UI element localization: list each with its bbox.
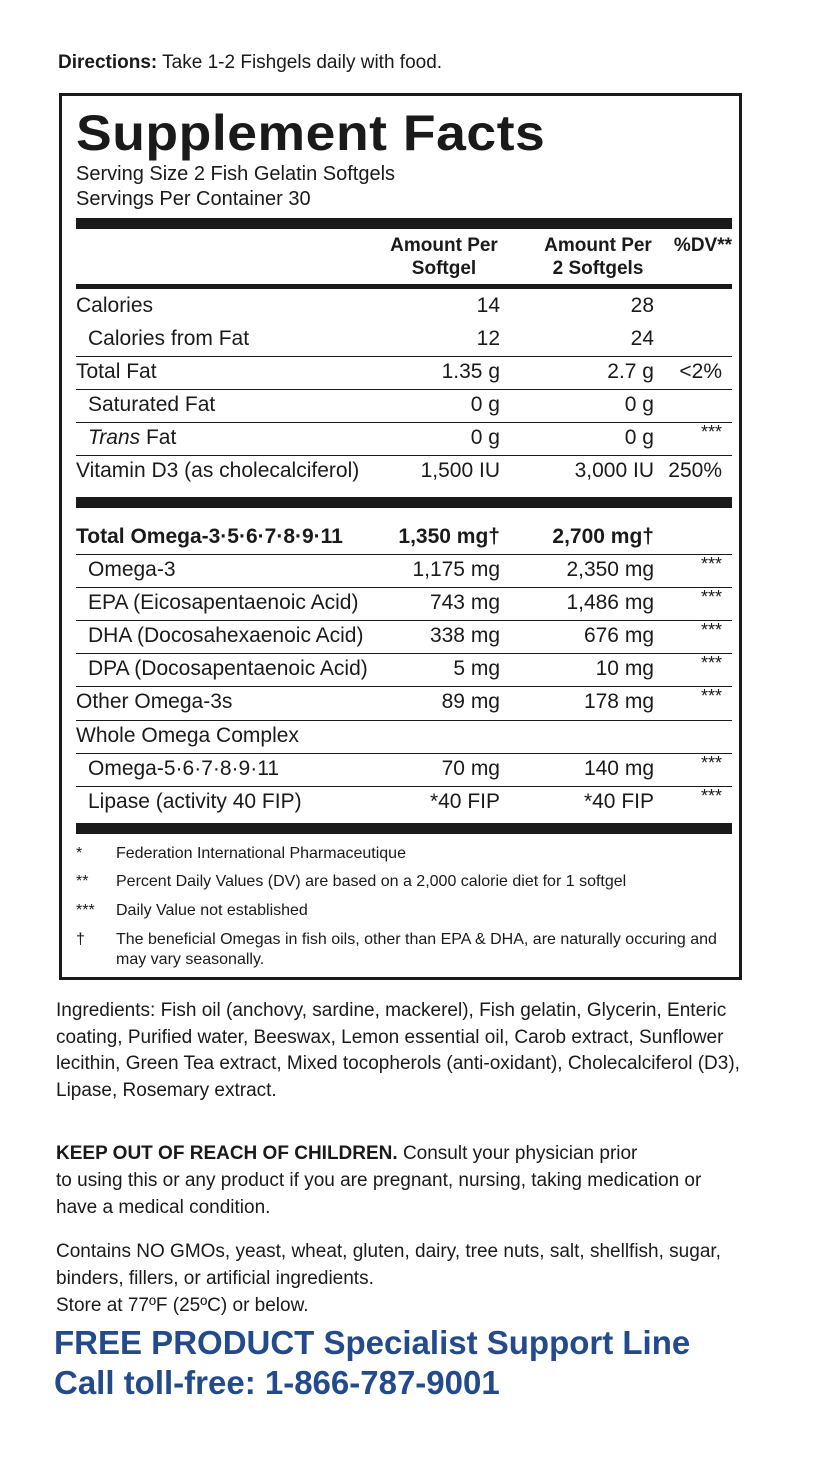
nutrient-row-calories-from-fat [76,323,732,356]
daily-value: *** [700,786,722,806]
nutrient-row-other-omega-3s [76,686,732,719]
serving-size: Serving Size 2 Fish Gelatin Softgels [76,163,396,185]
nutrient-row-epa [76,587,732,620]
amount-per-2-softgels: 2,700 mg† [552,525,654,548]
footnote-text: The beneficial Omegas in fish oils, other than EPA & DHA, are naturally occuring and may vary seasonally. [116,931,717,968]
nutrient-row-whole-omega-complex [76,720,732,753]
nutrient-row-omega-3 [76,554,732,587]
nutrient-name: Vitamin D3 (as cholecalciferol) [76,459,360,482]
divider-mid [76,284,732,289]
nutrient-name: Calories from Fat [88,327,250,350]
column-header-line: 2 Softgels [552,258,644,279]
amount-per-2-softgels: *40 FIP [583,790,654,813]
nutrient-name-italic: Trans [88,426,141,449]
daily-value: <2% [679,360,722,383]
nutrient-row-total-omega [76,521,732,554]
nutrient-name: Other Omega-3s [76,690,233,713]
daily-value: *** [700,753,722,773]
amount-per-2-softgels: 2.7 g [607,360,654,383]
serving-info [76,162,395,212]
nutrient-row-omega-5-11 [76,753,732,786]
amount-per-softgel: 70 mg [441,757,500,780]
nutrient-row-lipase [76,786,732,819]
nutrient-name: DPA (Docosapentaenoic Acid) [88,657,368,680]
footnote-symbol: † [76,931,85,948]
support-line [54,1323,690,1403]
support-phone: Call toll-free: 1-866-787-9001 [54,1364,500,1401]
amount-per-2-softgels: 2,350 mg [566,558,654,581]
amount-per-softgel: 14 [476,294,500,317]
daily-value: *** [700,686,722,706]
column-header-line: Amount Per [390,235,498,256]
nutrient-name: Total Fat [76,360,157,383]
column-header-line: Softgel [411,258,477,279]
contains-statement [56,1238,776,1319]
amount-per-softgel: 0 g [470,426,500,449]
nutrient-row-dpa [76,653,732,686]
daily-value: *** [700,620,722,640]
column-header-dv: %DV** [673,235,732,256]
amount-per-softgel: 5 mg [453,657,500,680]
support-title: FREE PRODUCT Specialist Support Line [54,1324,691,1361]
nutrient-row-vitamin-d3 [76,455,732,488]
nutrient-name: Whole Omega Complex [76,724,299,747]
directions [58,52,442,74]
amount-per-softgel: 89 mg [441,690,500,713]
nutrient-name: Calories [76,294,154,317]
amount-per-2-softgels: 1,486 mg [566,591,654,614]
ingredients: Ingredients: Fish oil (anchovy, sardine, mackerel), Fish gelatin, Glycerin, Enteric coating, Purified water, Beeswax, Lemon essential oil, Carob extract, Sunflower lecithin, Green Tea extract, Mixed tocopherols (anti-oxidant), Cholecalciferol (D3), Lipase, Rosemary extract. [56,1000,740,1101]
amount-per-softgel: 12 [476,327,500,350]
supplement-facts-panel [59,93,742,980]
daily-value: *** [700,422,722,442]
nutrient-name: Lipase (activity 40 FIP) [88,790,302,813]
nutrient-row-saturated-fat [76,389,732,422]
directions-label: Directions: [58,52,158,73]
warning-bold: KEEP OUT OF REACH OF CHILDREN. [56,1143,398,1164]
nutrient-name-rest: Fat [140,426,177,449]
footnote-text: Percent Daily Values (DV) are based on a 2,000 calorie diet for 1 softgel [116,873,627,890]
warning-line: have a medical condition. [56,1197,271,1218]
nutrient-name: EPA (Eicosapentaenoic Acid) [88,591,359,614]
divider-thick [76,823,732,834]
footnote-text: Daily Value not established [116,902,308,919]
warning [56,1140,776,1221]
amount-per-2-softgels: 676 mg [583,624,654,647]
amount-per-2-softgels: 0 g [624,426,654,449]
divider-thick [76,218,732,229]
nutrient-row-calories [76,290,732,323]
amount-per-softgel: 1,500 IU [420,459,500,482]
warning-line: to using this or any product if you are pregnant, nursing, taking medication or [56,1170,702,1191]
daily-value: 250% [668,459,722,482]
amount-per-2-softgels: 28 [630,294,654,317]
daily-value: *** [700,653,722,673]
column-header-per-softgel [374,234,514,280]
amount-per-softgel: 743 mg [429,591,500,614]
amount-per-softgel: 1.35 g [441,360,500,383]
warning-line [56,1140,776,1167]
amount-per-softgel: 1,350 mg† [398,525,500,548]
footnote-symbol: *** [76,902,95,919]
amount-per-2-softgels: 24 [630,327,654,350]
column-header-line: Amount Per [544,235,652,256]
nutrient-name [88,426,176,450]
amount-per-2-softgels: 10 mg [595,657,654,680]
nutrient-name: DHA (Docosahexaenoic Acid) [88,624,364,647]
footnote-text: Federation International Pharmaceutique [116,845,406,862]
amount-per-softgel: 1,175 mg [412,558,500,581]
daily-value: *** [700,554,722,574]
nutrient-name: Total Omega-3·5·6·7·8·9·11 [76,525,343,548]
nutrient-row-trans-fat [76,422,732,455]
amount-per-2-softgels: 0 g [624,393,654,416]
amount-per-softgel: 338 mg [429,624,500,647]
amount-per-2-softgels: 140 mg [583,757,654,780]
warning-text: Consult your physician prior [397,1143,638,1164]
daily-value: *** [700,587,722,607]
amount-per-softgel: *40 FIP [429,790,500,813]
amount-per-2-softgels: 178 mg [583,690,654,713]
amount-per-2-softgels: 3,000 IU [574,459,654,482]
nutrient-name: Omega-5·6·7·8·9·11 [88,757,280,780]
footnote-symbol: * [76,845,83,862]
panel-title: Supplement Facts [76,105,546,161]
nutrient-name: Saturated Fat [88,393,216,416]
footnote-symbol: ** [76,873,89,890]
storage-line: Store at 77ºF (25ºC) or below. [56,1295,309,1316]
contains-line: binders, fillers, or artificial ingredients. [56,1268,374,1289]
contains-line: Contains NO GMOs, yeast, wheat, gluten, dairy, tree nuts, salt, shellfish, sugar, [56,1241,721,1262]
servings-per-container: Servings Per Container 30 [76,188,311,210]
nutrient-row-total-fat [76,356,732,389]
directions-text: Take 1-2 Fishgels daily with food. [157,52,443,73]
amount-per-softgel: 0 g [470,393,500,416]
nutrient-name: Omega-3 [88,558,176,581]
nutrient-row-dha [76,620,732,653]
divider-thick [76,497,732,508]
